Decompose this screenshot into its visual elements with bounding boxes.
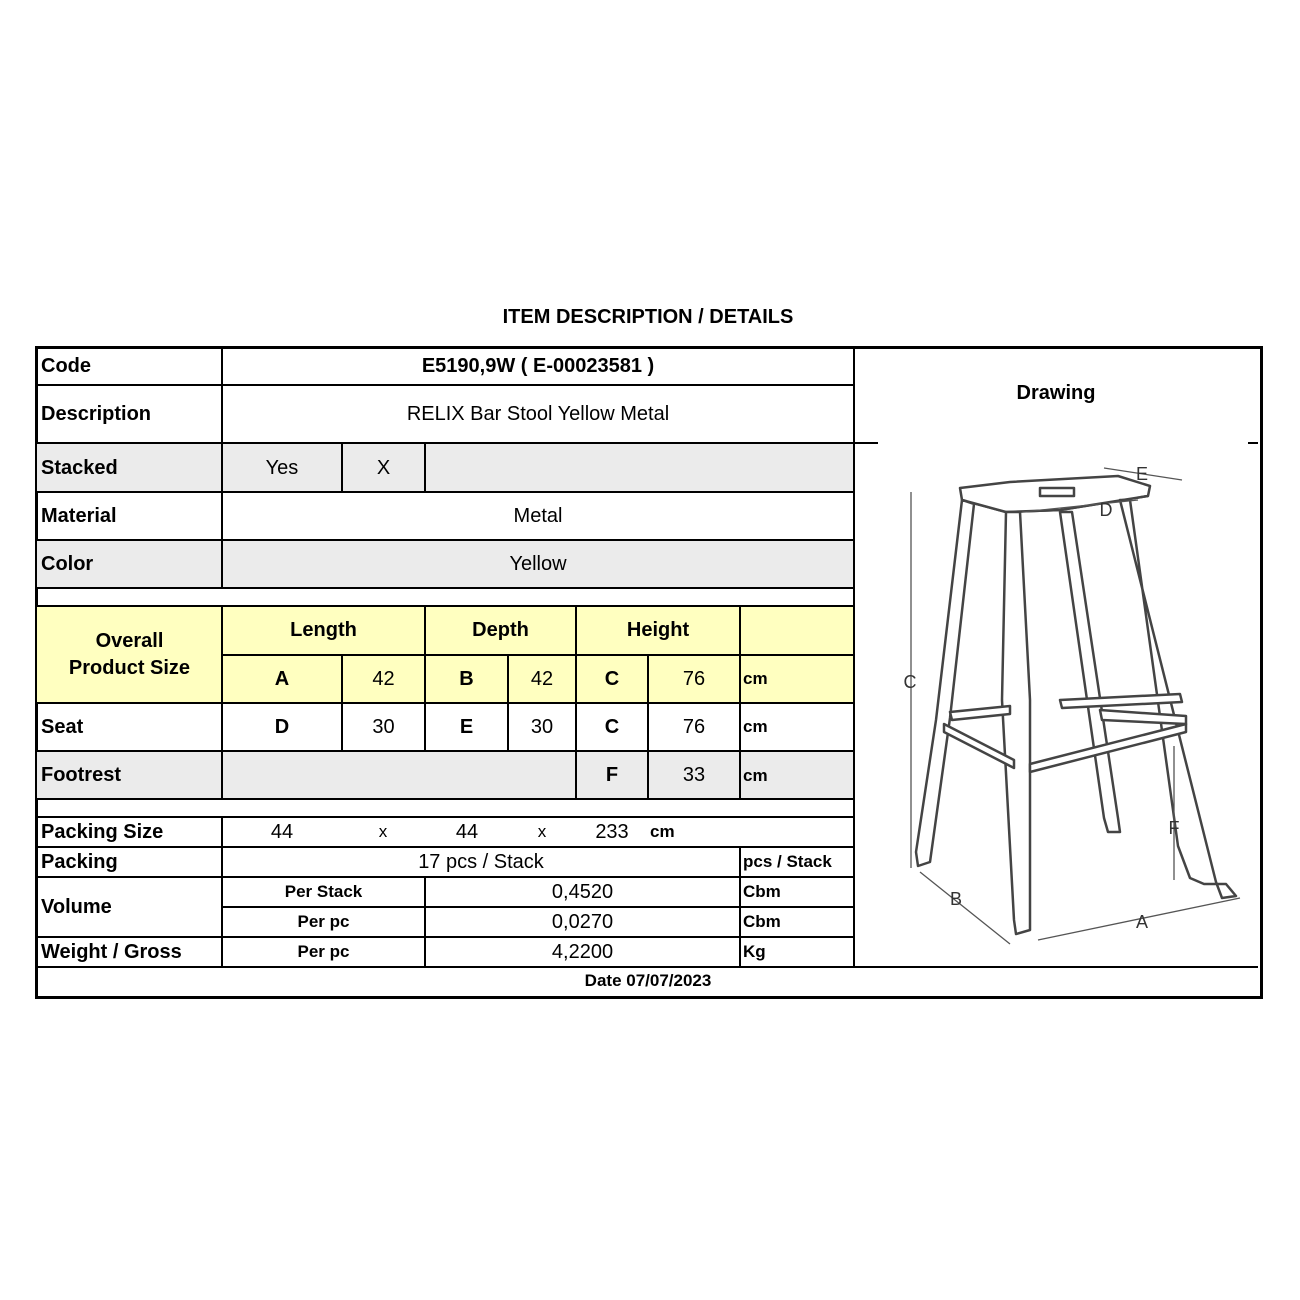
- overall-c-value: 76: [682, 667, 706, 690]
- seat-c-letter: C: [604, 715, 620, 738]
- description-value: RELIX Bar Stool Yellow Metal: [406, 402, 670, 425]
- height-header: Height: [626, 619, 690, 641]
- volume-per-pc-label: Per pc: [297, 912, 350, 931]
- overall-size-label: Overall Product Size: [68, 629, 191, 679]
- seat-e-value: 30: [530, 715, 554, 738]
- footrest-unit: cm: [743, 765, 768, 785]
- weight-label: Weight / Gross: [41, 940, 182, 963]
- stacked-label: Stacked: [41, 456, 118, 479]
- date-footer: Date 07/07/2023: [584, 971, 712, 990]
- stool-outline: [916, 476, 1236, 934]
- overall-c-letter: C: [604, 667, 620, 690]
- overall-a-value: 42: [372, 667, 395, 690]
- stool-drawing: [856, 444, 1256, 964]
- depth-header: Depth: [472, 619, 529, 641]
- overall-unit: cm: [743, 669, 768, 688]
- weight-per-pc-label: Per pc: [297, 942, 350, 961]
- packing-unit: pcs / Stack: [743, 852, 832, 871]
- volume-per-stack-unit: Cbm: [743, 882, 781, 901]
- stacked-mark: X: [376, 456, 391, 479]
- packing-size-unit: cm: [650, 822, 675, 841]
- seat-d-value: 30: [372, 715, 395, 738]
- drawing-label-e: E: [1135, 464, 1149, 484]
- volume-per-pc-unit: Cbm: [743, 912, 781, 931]
- volume-per-stack-value: 0,4520: [551, 880, 614, 903]
- overall-a-letter: A: [274, 667, 290, 690]
- seat-label: Seat: [41, 715, 84, 738]
- packing-size-label: Packing Size: [41, 820, 164, 843]
- seat-d-letter: D: [274, 715, 290, 738]
- length-header: Length: [290, 619, 357, 641]
- color-label: Color: [41, 552, 94, 575]
- weight-value: 4,2200: [551, 940, 614, 963]
- weight-unit: Kg: [743, 942, 766, 961]
- footrest-label: Footrest: [41, 764, 121, 786]
- code-value: E5190,9W ( E-00023581 ): [421, 355, 655, 377]
- packing-label: Packing: [41, 850, 118, 873]
- drawing-label-b: B: [949, 889, 963, 909]
- material-label: Material: [41, 504, 117, 527]
- packing-size-width: 44: [455, 820, 479, 843]
- drawing-label-c: C: [903, 672, 917, 692]
- packing-size-length: 44: [270, 820, 294, 843]
- overall-b-letter: B: [459, 667, 474, 690]
- packing-size-height: 233: [595, 820, 629, 843]
- drawing-title: Drawing: [1016, 382, 1096, 404]
- packing-value: 17 pcs / Stack: [418, 850, 544, 873]
- stacked-yes: Yes: [265, 456, 299, 479]
- footrest-f-letter: F: [605, 764, 619, 786]
- material-value: Metal: [513, 504, 563, 527]
- sheet-title: ITEM DESCRIPTION / DETAILS: [502, 306, 794, 328]
- seat-e-letter: E: [459, 715, 474, 738]
- seat-unit: cm: [743, 717, 768, 736]
- overall-b-value: 42: [530, 667, 554, 690]
- volume-per-pc-value: 0,0270: [551, 910, 614, 933]
- volume-per-stack-label: Per Stack: [284, 882, 363, 901]
- description-label: Description: [41, 402, 152, 425]
- packing-size-x1: x: [378, 822, 388, 841]
- drawing-label-d: D: [1099, 500, 1113, 520]
- drawing-label-f: F: [1168, 818, 1180, 838]
- packing-size-x2: x: [537, 822, 547, 841]
- code-label: Code: [41, 355, 91, 377]
- color-value: Yellow: [509, 552, 567, 575]
- drawing-label-a: A: [1135, 912, 1149, 932]
- footrest-f-value: 33: [682, 764, 706, 786]
- volume-label: Volume: [41, 895, 112, 918]
- seat-c-value: 76: [682, 715, 706, 738]
